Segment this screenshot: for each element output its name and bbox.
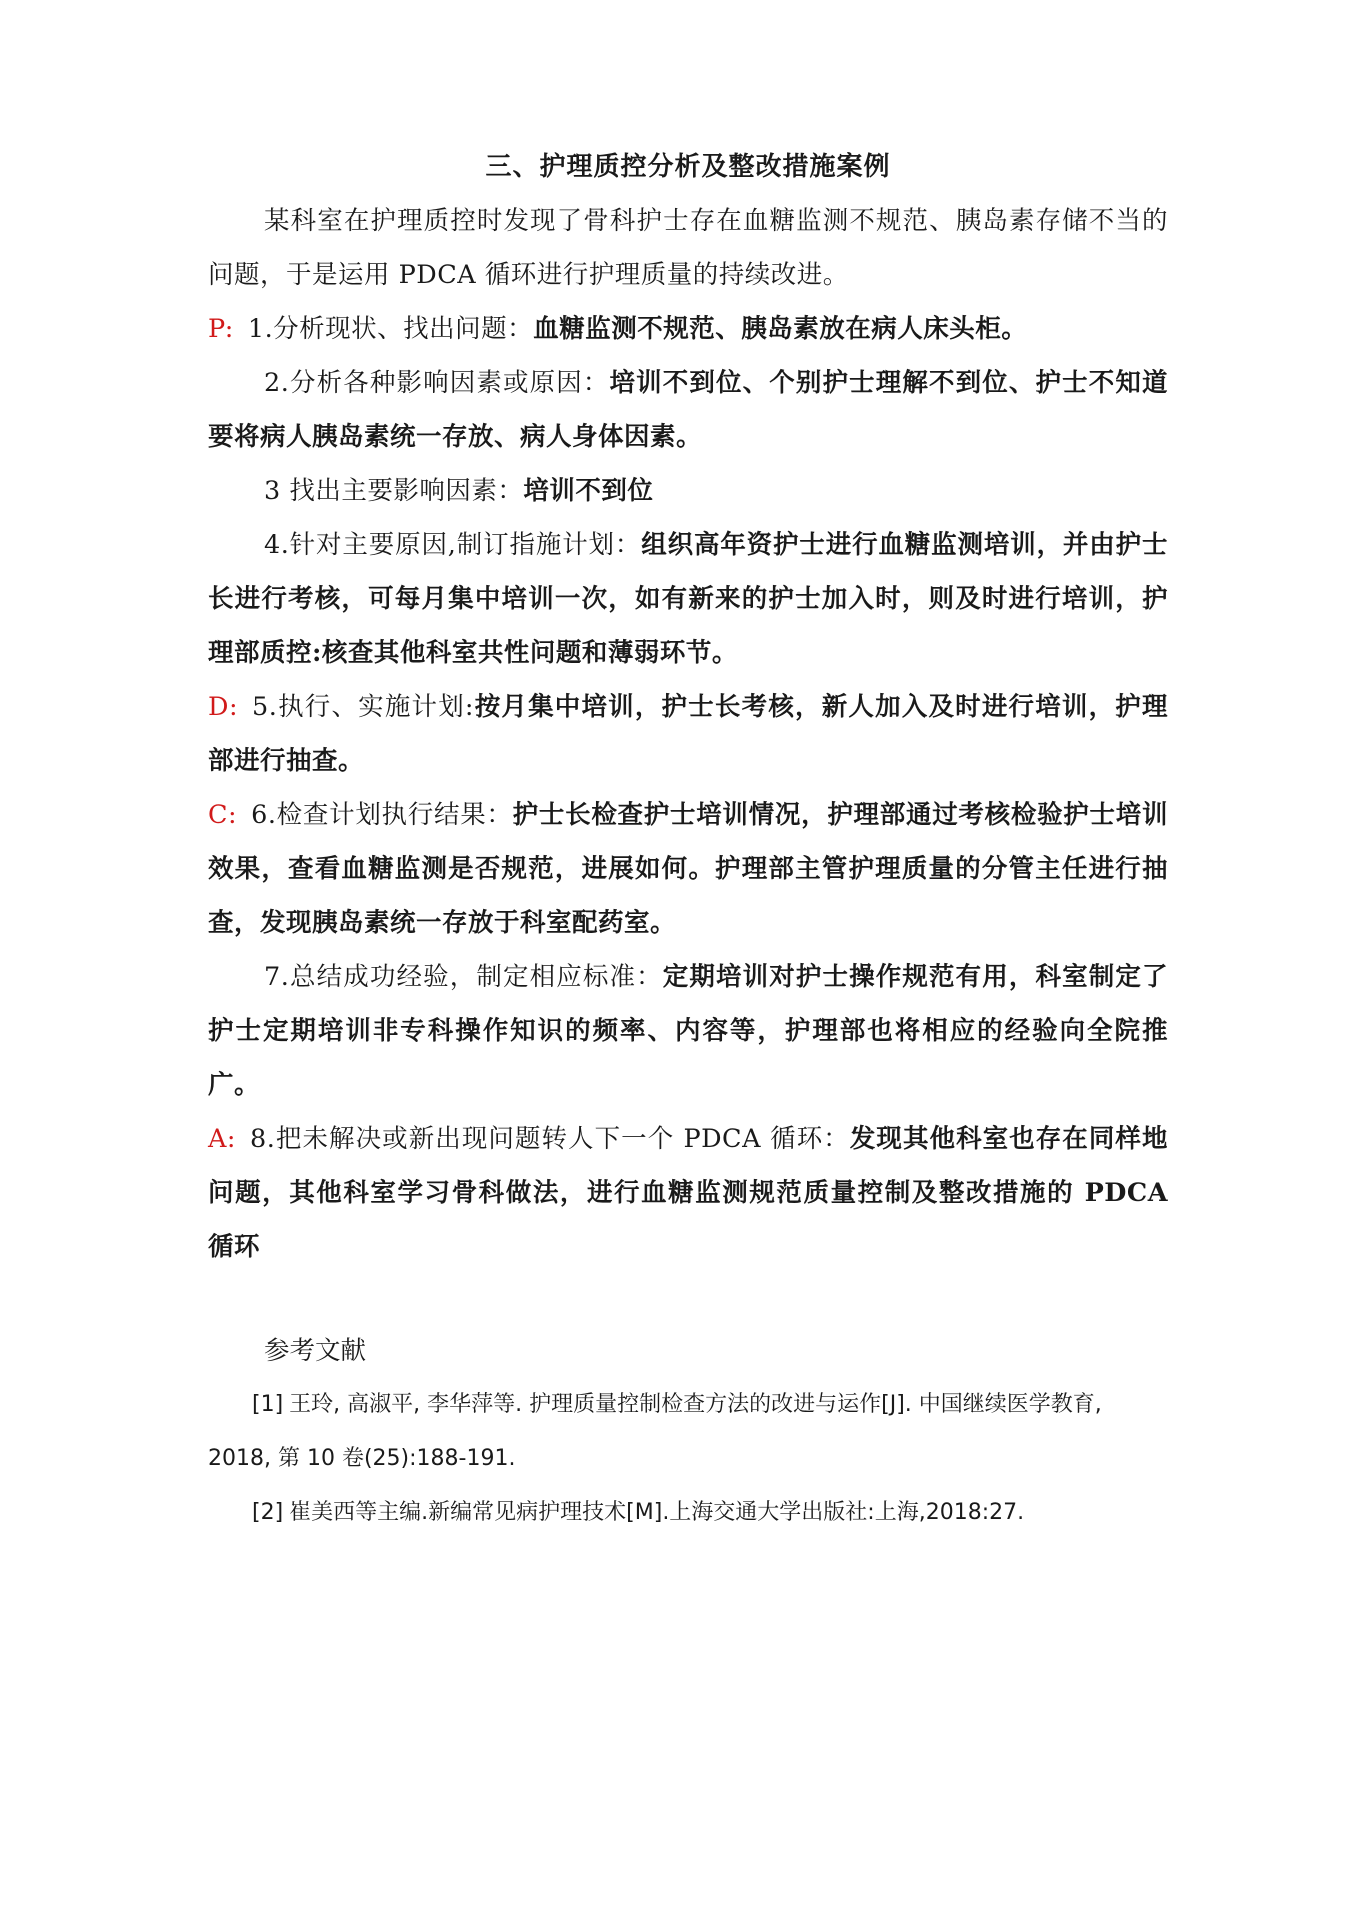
step-paragraph bbox=[208, 302, 1168, 356]
step-heading: 1.分析现状、找出问题： bbox=[247, 314, 534, 344]
reference-text: 王玲, 高淑平, 李华萍等. 护理质量控制检查方法的改进与运作[J]. 中国继续医学教育, 2018, 第 10 卷(25):188-191. bbox=[208, 1392, 1102, 1471]
step-detail: 定期培训对护士操作规范有用，科室制定了护士定期培训非专科操作知识的频率、内容等，护理部也将相应的经验向全院推广。 bbox=[208, 962, 1168, 1100]
reference-item bbox=[208, 1486, 1168, 1540]
references-list bbox=[208, 1378, 1168, 1540]
step-detail: 组织高年资护士进行血糖监测培训，并由护士长进行考核，可每月集中培训一次，如有新来的护士加入时，则及时进行培训，护理部质控:核查其他科室共性问题和薄弱环节。 bbox=[208, 530, 1168, 668]
step-heading: 2.分析各种影响因素或原因： bbox=[264, 368, 610, 398]
intro-paragraph: 某科室在护理质控时发现了骨科护士存在血糖监测不规范、胰岛素存储不当的问题，于是运用 PDCA 循环进行护理质量的持续改进。 bbox=[208, 206, 1168, 290]
pdca-steps bbox=[208, 302, 1168, 1274]
step-heading: 4.针对主要原因,制订指施计划： bbox=[264, 530, 642, 560]
step-paragraph bbox=[208, 1112, 1168, 1274]
step-paragraph bbox=[208, 356, 1168, 464]
step-detail: 护士长检查护士培训情况，护理部通过考核检验护士培训效果，查看血糖监测是否规范，进展如何。护理部主管护理质量的分管主任进行抽查，发现胰岛素统一存放于科室配药室。 bbox=[208, 800, 1168, 938]
step-heading: 5.执行、实施计划: bbox=[252, 692, 475, 722]
reference-number: [2] bbox=[252, 1500, 284, 1525]
step-paragraph bbox=[208, 464, 1168, 518]
step-paragraph bbox=[208, 680, 1168, 788]
step-heading: 6.检查计划执行结果： bbox=[251, 800, 513, 830]
step-detail: 血糖监测不规范、胰岛素放在病人床头柜。 bbox=[533, 314, 1028, 344]
step-detail: 按月集中培训，护士长考核，新人加入及时进行培训，护理部进行抽查。 bbox=[208, 692, 1168, 776]
step-detail: 培训不到位 bbox=[523, 476, 654, 506]
reference-item bbox=[208, 1378, 1168, 1486]
document-body bbox=[208, 140, 1168, 1540]
step-heading: 8.把未解决或新出现问题转人下一个 PDCA 循环： bbox=[250, 1124, 850, 1154]
step-heading: 7.总结成功经验，制定相应标准： bbox=[264, 962, 663, 992]
phase-label: C: bbox=[208, 800, 238, 830]
step-paragraph bbox=[208, 788, 1168, 950]
reference-number: [1] bbox=[252, 1392, 284, 1417]
section-title: 三、护理质控分析及整改措施案例 bbox=[485, 152, 891, 182]
spacer bbox=[208, 1274, 1168, 1324]
step-detail: 发现其他科室也存在同样地问题，其他科室学习骨科做法，进行血糖监测规范质量控制及整改措施的 PDCA 循环 bbox=[208, 1124, 1168, 1262]
step-heading: 3 找出主要影响因素： bbox=[264, 476, 524, 506]
references-heading: 参考文献 bbox=[264, 1336, 367, 1366]
phase-label: P: bbox=[208, 314, 234, 344]
step-paragraph bbox=[208, 518, 1168, 680]
step-paragraph bbox=[208, 950, 1168, 1112]
phase-label: A: bbox=[208, 1124, 237, 1154]
reference-text: 崔美西等主编.新编常见病护理技术[M].上海交通大学出版社:上海,2018:27. bbox=[289, 1500, 1025, 1525]
phase-label: D: bbox=[208, 692, 239, 722]
step-detail: 培训不到位、个别护士理解不到位、护士不知道要将病人胰岛素统一存放、病人身体因素。 bbox=[208, 368, 1168, 452]
